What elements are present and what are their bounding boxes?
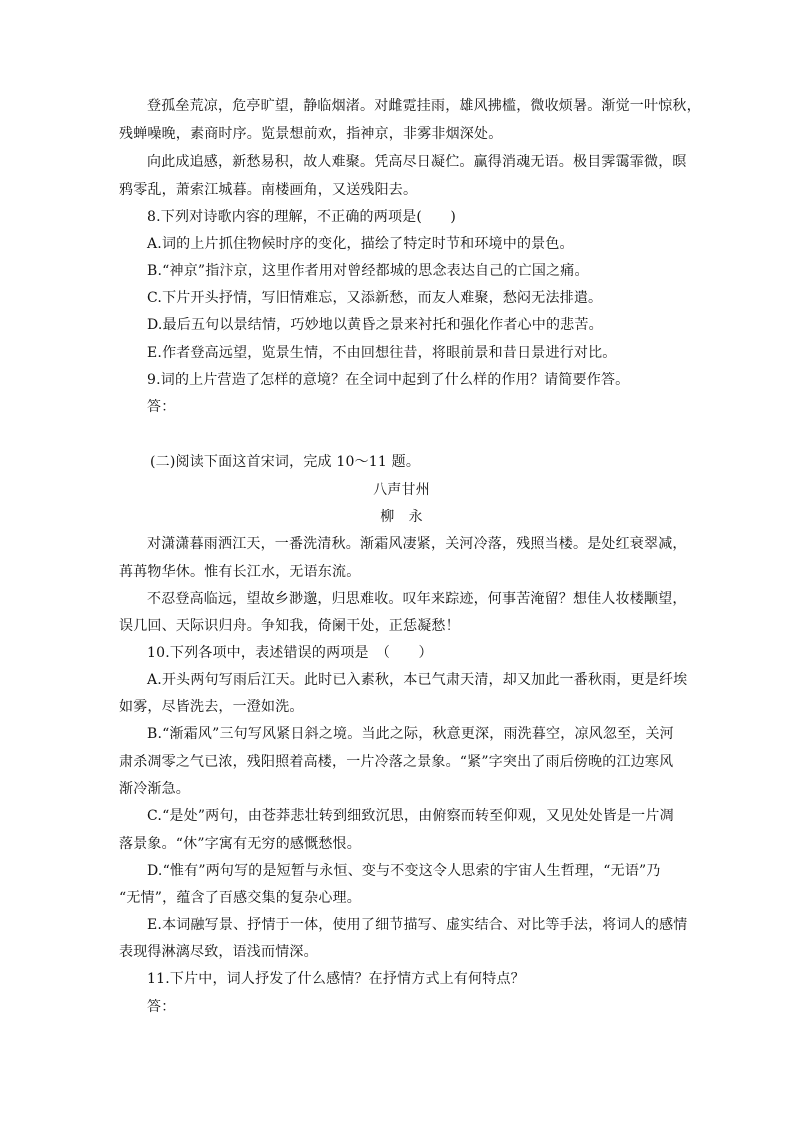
question-10-option-b: B.“渐霜风”三句写风紧日斜之境。当此之际，秋意更深，雨洗暮空，凉风忽至，关河	[147, 726, 674, 742]
question-10-option-a: A.开头两句写雨后江天。此时已入素秋，本已气肃天清，却又加此一番秋雨，更是纤埃	[147, 672, 688, 688]
question-10-stem: 10.下列各项中，表述错误的两项是 （ ）	[147, 645, 433, 661]
poem1-line: 向此成追感，新愁易积，故人难聚。凭高尽日凝伫。赢得消魂无语。极目霁霭霏微，暝	[147, 154, 687, 170]
question-8-option-d: D.最后五句以景结情，巧妙地以黄昏之景来衬托和强化作者心中的悲苦。	[147, 317, 603, 333]
question-11-stem: 11.下片中，词人抒发了什么感情？在抒情方式上有何特点？	[147, 971, 525, 987]
question-8-option-e: E.作者登高远望，览景生情，不由回想往昔，将眼前景和昔日景进行对比。	[147, 345, 617, 361]
question-10-option-b-cont: 肃杀凋零之气已浓，残阳照着高楼，一片冷落之景象。“紧”字突出了雨后傍晚的江边寒风	[119, 754, 674, 770]
answer-label: 答：	[147, 399, 176, 415]
question-9-stem: 9.词的上片营造了怎样的意境？在全词中起到了什么样的作用？请简要作答。	[147, 372, 630, 388]
question-10-option-b-cont: 渐冷渐急。	[119, 781, 190, 797]
question-10-option-e: E.本词融写景、抒情于一体，使用了细节描写、虚实结合、对比等手法，将词人的感情	[147, 917, 688, 933]
question-10-option-d-cont: “无情”，蕴含了百感交集的复杂心理。	[119, 890, 361, 906]
poem2-line: 不忍登高临远，望故乡渺邈，归思难收。叹年来踪迹，何事苦淹留？想佳人妆楼颙望，	[147, 591, 687, 607]
question-8-stem: 8.下列对诗歌内容的理解，不正确的两项是( )	[147, 209, 457, 225]
question-10-option-c-cont: 落景象。“休”字寓有无穷的感慨愁恨。	[119, 836, 361, 852]
poem-title: 八声甘州	[373, 482, 430, 498]
question-10-option-e-cont: 表现得淋漓尽致，语浅而情深。	[119, 944, 318, 960]
question-10-option-c: C.“是处”两句，由苍莽悲壮转到细致沉思，由俯察而转至仰观，又见处处皆是一片凋	[147, 808, 674, 824]
question-8-option-b: B.“神京”指汴京，这里作者用对曾经都城的思念表达自己的亡国之痛。	[147, 263, 589, 279]
question-10-option-a-cont: 如雾，尽皆洗去，一澄如洗。	[119, 699, 304, 715]
poem1-line: 鸦零乱，萧索江城暮。南楼画角，又送残阳去。	[119, 182, 418, 198]
answer-label: 答：	[147, 999, 176, 1015]
question-8-option-c: C.下片开头抒情，写旧情难忘，又添新愁，而友人难聚，愁闷无法排遣。	[147, 290, 603, 306]
poem2-line: 苒苒物华休。惟有长江水，无语东流。	[119, 564, 361, 580]
poem2-line: 误几回、天际识归舟。争知我，倚阑干处，正恁凝愁！	[119, 618, 460, 634]
poem1-line: 残蝉噪晚，素商时序。览景想前欢，指神京，非雾非烟深处。	[119, 126, 503, 142]
poem1-line: 登孤垒荒凉，危亭旷望，静临烟渚。对雌霓挂雨，雄风拂槛，微收烦暑。渐觉一叶惊秋，	[147, 98, 701, 114]
poem2-line: 对潇潇暮雨洒江天，一番洗清秋。渐霜风凄紧，关河冷落，残照当楼。是处红衰翠减，	[147, 536, 687, 552]
question-8-option-a: A.词的上片抓住物候时序的变化，描绘了特定时节和环境中的景色。	[147, 236, 574, 252]
question-10-option-d: D.“惟有”两句写的是短暂与永恒、变与不变这令人思索的宇宙人生哲理，“无语”乃	[147, 863, 661, 879]
poem-author: 柳 永	[380, 509, 423, 525]
section-intro: (二)阅读下面这首宋词，完成 10～11 题。	[150, 454, 421, 470]
